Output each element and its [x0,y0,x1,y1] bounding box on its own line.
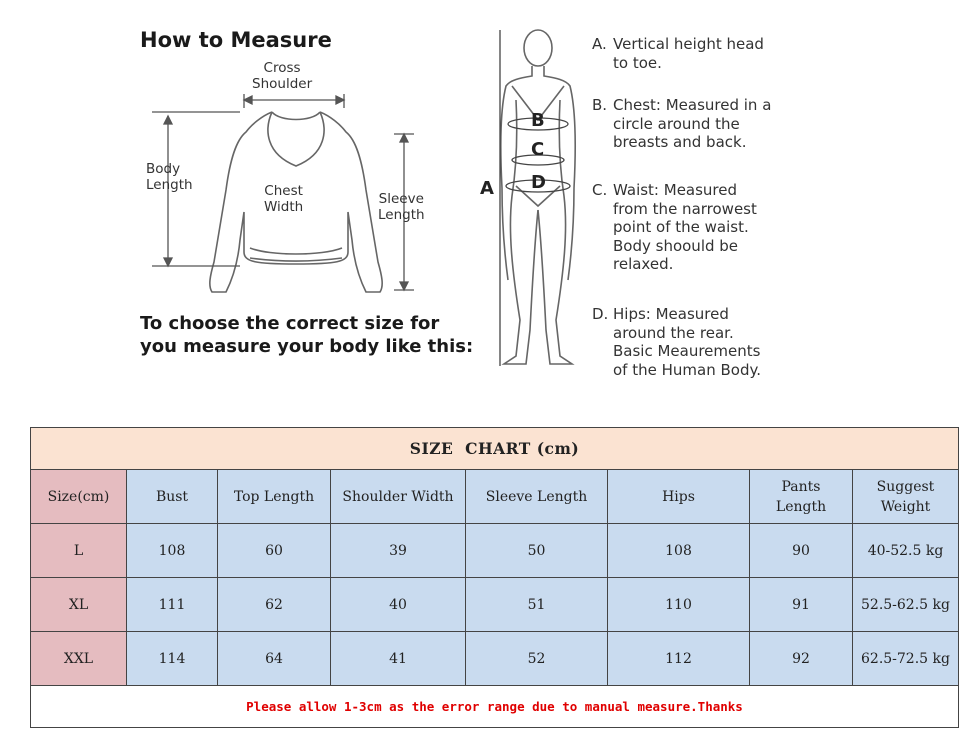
figure-letter-b: B [531,110,545,131]
sleeve-length-label: Sleeve Length [378,191,425,223]
size-chart-table [30,427,959,728]
top-length-cell: 62 [218,578,331,632]
header-suggest-weight: Suggest Weight [853,470,959,524]
suggest-weight-cell: 40-52.5 kg [853,524,959,578]
header-sleeve-length: Sleeve Length [466,470,608,524]
shoulder-width-cell: 40 [331,578,466,632]
cross-shoulder-label: Cross Shoulder [252,60,313,92]
pants-length-cell: 91 [750,578,853,632]
pants-length-cell: 92 [750,632,853,686]
hips-cell: 108 [608,524,750,578]
note-d-text: Hips: Measured around the rear. Basic Meaurements of the Human Body. [613,305,761,379]
size-cell: XXL [31,632,127,686]
table-row [31,524,959,578]
header-top-length: Top Length [218,470,331,524]
note-c-text: Waist: Measured from the narrowest point of the waist. Body shoould be relaxed. [613,181,757,273]
guide-title: How to Measure [140,28,332,52]
instruction-text: To choose the correct size for you measure your body like this: [140,313,474,357]
hips-cell: 110 [608,578,750,632]
note-a-text: Vertical height head to toe. [613,35,764,72]
header-hips: Hips [608,470,750,524]
bust-cell: 108 [127,524,218,578]
pants-length-cell: 90 [750,524,853,578]
note-b-letter: B. [592,96,608,114]
table-row [31,578,959,632]
shoulder-width-cell: 41 [331,632,466,686]
shoulder-width-cell: 39 [331,524,466,578]
figure-letter-d: D [531,172,546,193]
note-a-letter: A. [592,35,607,53]
sleeve-length-cell: 51 [466,578,608,632]
chest-width-label: Chest Width [264,183,304,215]
top-length-cell: 64 [218,632,331,686]
header-bust: Bust [127,470,218,524]
error-range-note: Please allow 1-3cm as the error range due to manual measure.Thanks [31,686,959,728]
bust-cell: 114 [127,632,218,686]
figure-letter-a: A [480,178,494,199]
header-size: Size(cm) [31,470,127,524]
hips-cell: 112 [608,632,750,686]
bust-cell: 111 [127,578,218,632]
body-length-label: Body Length [146,161,193,193]
header-pants-length: Pants Length [750,470,853,524]
size-chart-caption: SIZE CHART (cm) [31,428,959,470]
header-shoulder-width: Shoulder Width [331,470,466,524]
suggest-weight-cell: 52.5-62.5 kg [853,578,959,632]
size-cell: XL [31,578,127,632]
figure-letter-c: C [531,139,545,160]
header-row [31,470,959,524]
table-row [31,632,959,686]
note-c-letter: C. [592,181,608,199]
human-figure [501,30,575,364]
sleeve-length-cell: 50 [466,524,608,578]
note-d-letter: D. [592,305,609,323]
suggest-weight-cell: 62.5-72.5 kg [853,632,959,686]
top-length-cell: 60 [218,524,331,578]
size-cell: L [31,524,127,578]
sleeve-length-cell: 52 [466,632,608,686]
note-b-text: Chest: Measured in a circle around the breasts and back. [613,96,772,151]
